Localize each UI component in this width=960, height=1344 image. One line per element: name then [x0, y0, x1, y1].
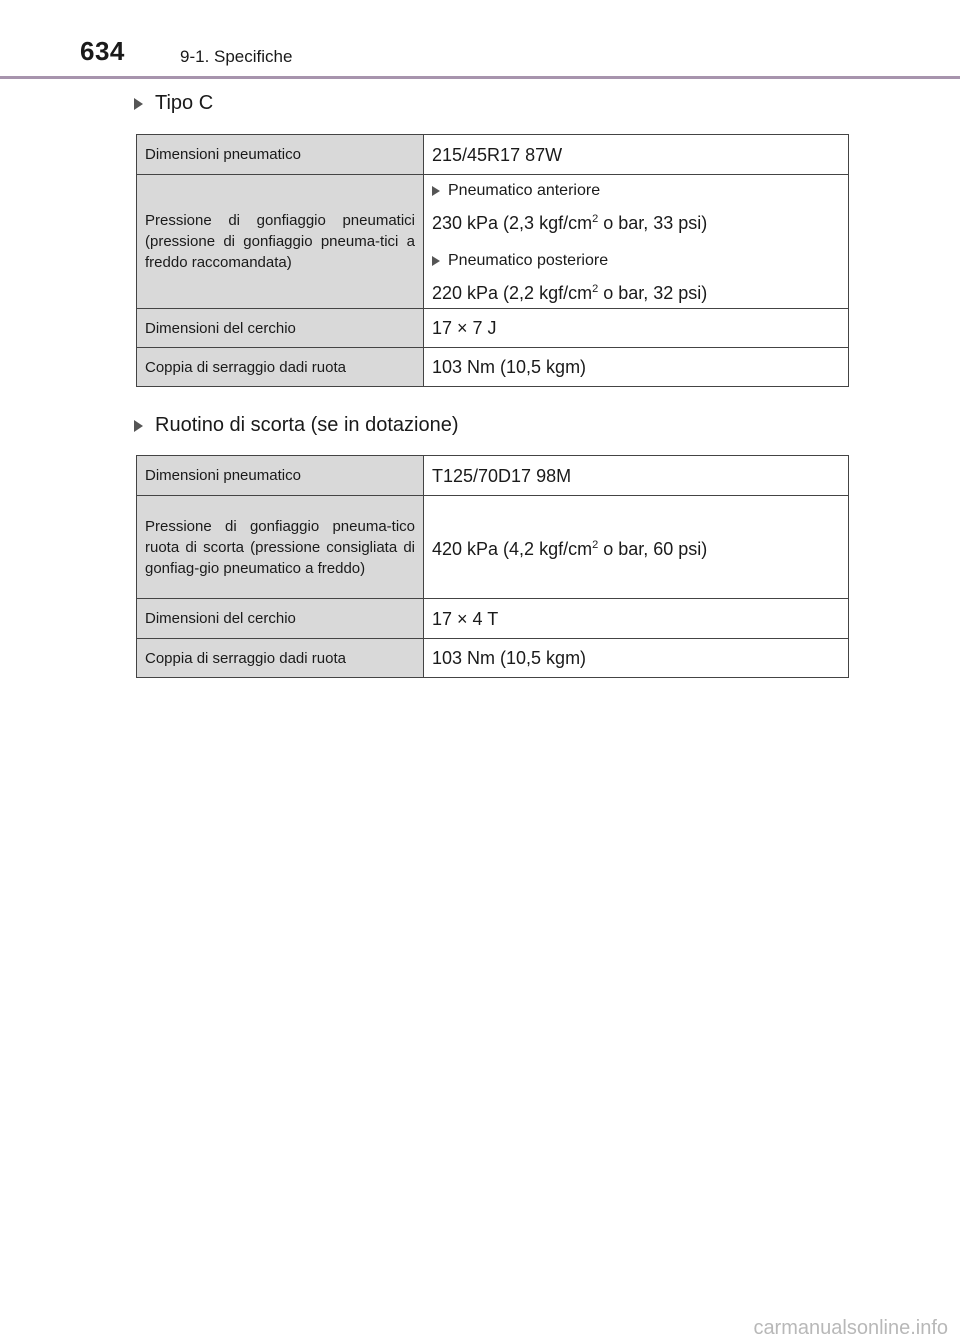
- pressure-label: Pressione di gonfiaggio pneumatici (pressione di gonfiaggio pneuma-tici a freddo raccomandata): [137, 175, 424, 309]
- front-pressure-text: 230 kPa (2,3 kgf/cm: [432, 212, 593, 233]
- spare-spec-table: [136, 455, 849, 678]
- type-c-heading: [134, 92, 213, 115]
- triangle-bullet-icon: [134, 98, 143, 110]
- table-row: [137, 496, 849, 599]
- rear-pressure-text: 220 kPa (2,2 kgf/cm: [432, 282, 593, 303]
- spare-pressure-value: [424, 496, 849, 599]
- table-row: [137, 599, 849, 639]
- table-row: [137, 135, 849, 175]
- table-row: [137, 348, 849, 387]
- rear-pressure-text-end: o bar, 32 psi): [598, 282, 708, 303]
- spare-torque-label: Coppia di serraggio dadi ruota: [137, 639, 424, 678]
- table-row: [137, 175, 849, 309]
- front-tire-title: Pneumatico anteriore: [448, 181, 601, 199]
- rear-tire-title: Pneumatico posteriore: [448, 251, 609, 269]
- watermark: carmanualsonline.info: [753, 1317, 948, 1339]
- front-pressure-exponent: 2: [592, 212, 599, 225]
- wheel-size-value: 17 × 7 J: [424, 309, 849, 348]
- pressure-value-cell: [424, 175, 849, 309]
- wheel-size-label: Dimensioni del cerchio: [137, 309, 424, 348]
- spare-pressure-label: Pressione di gonfiaggio pneuma-tico ruota di scorta (pressione consigliata di gonfiag-gio pneumatico a freddo): [137, 496, 424, 599]
- spare-wheel-size-value: 17 × 4 T: [424, 599, 849, 639]
- spare-torque-value: 103 Nm (10,5 kgm): [424, 639, 849, 678]
- tire-size-value: 215/45R17 87W: [424, 135, 849, 175]
- front-pressure-text-end: o bar, 33 psi): [598, 212, 708, 233]
- type-c-heading-text: Tipo C: [155, 92, 214, 114]
- spare-pressure-exponent: 2: [592, 539, 599, 551]
- torque-label: Coppia di serraggio dadi ruota: [137, 348, 424, 387]
- spare-pressure-text: 420 kPa (4,2 kgf/cm: [432, 539, 593, 559]
- type-c-spec-table: [136, 134, 849, 387]
- spare-tire-size-label: Dimensioni pneumatico: [137, 456, 424, 496]
- torque-value: 103 Nm (10,5 kgm): [424, 348, 849, 387]
- table-row: [137, 456, 849, 496]
- table-row: [137, 309, 849, 348]
- spare-tire-size-value: T125/70D17 98M: [424, 456, 849, 496]
- table-row: [137, 639, 849, 678]
- page-number: 634: [80, 36, 125, 66]
- spare-wheel-size-label: Dimensioni del cerchio: [137, 599, 424, 639]
- front-tire-pressure: [432, 207, 840, 235]
- spare-heading-text: Ruotino di scorta (se in dotazione): [155, 414, 459, 436]
- spare-pressure-text-end: o bar, 60 psi): [598, 539, 708, 559]
- tire-size-label: Dimensioni pneumatico: [137, 135, 424, 175]
- rear-pressure-exponent: 2: [592, 282, 599, 295]
- header-divider: [0, 76, 960, 79]
- spare-heading: [134, 414, 459, 437]
- triangle-bullet-icon: [432, 186, 440, 196]
- rear-tire-pressure: [432, 277, 840, 305]
- rear-tire-subheading: [432, 249, 840, 273]
- section-title: 9-1. Specifiche: [180, 47, 293, 66]
- triangle-bullet-icon: [134, 420, 143, 432]
- triangle-bullet-icon: [432, 256, 440, 266]
- front-tire-subheading: [432, 179, 840, 203]
- page-header: [0, 0, 960, 80]
